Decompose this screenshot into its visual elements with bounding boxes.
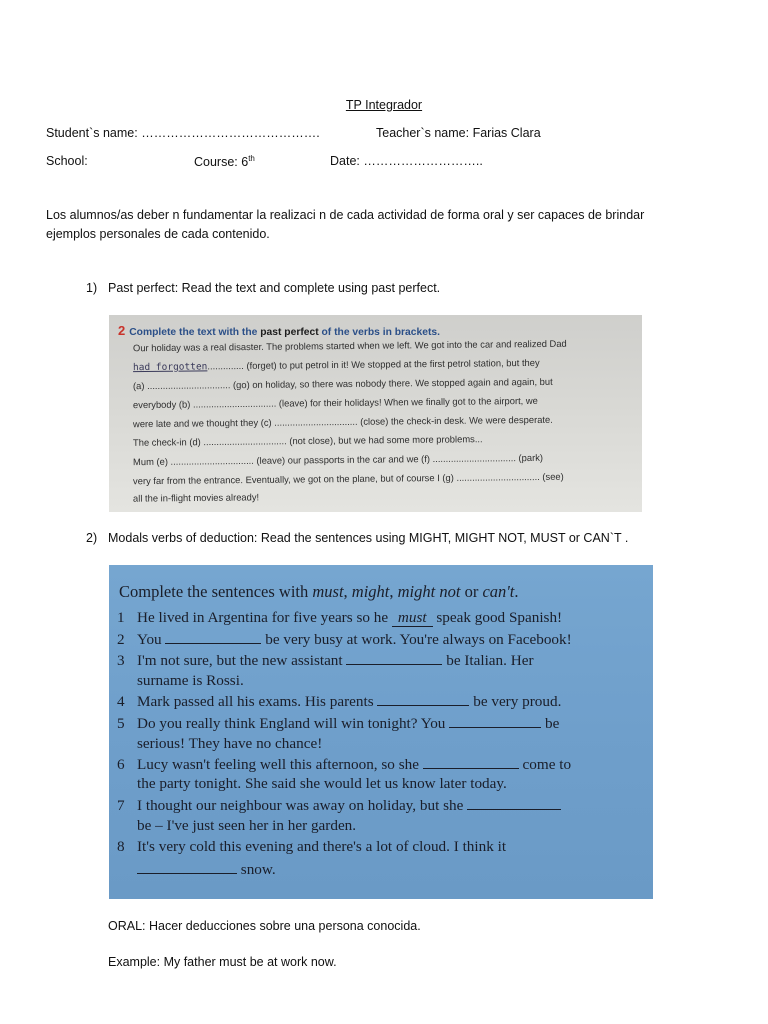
document-title: TP Integrador	[345, 98, 423, 112]
exercise-1-line: Mum (e) ................................ (leave) our passports in the car and we (f) ................................ (park)	[132, 451, 544, 468]
answer-blank	[346, 652, 442, 665]
exercise-1-line: (a) ................................ (go) on holiday, so there was nobody there. We stopped again and again, but	[132, 375, 553, 392]
answer-blank	[137, 861, 237, 874]
exercise-2-image: Complete the sentences with must, might, might not or can't. 1 He lived in Argentina for five years so he must speak good Spanish! 2 You be very busy at work. You're always on Facebook! 3 I'm not sure, but the new assistant be Italian. Her surname is Rossi. 4 Mark passed all his exams. His parents be very proud. 5 Do you really think England will win tonight? You be serious! They have no chance! 6 Lucy wasn't feeling well this afternoon, so she come to the party tonight. She said she would let us know later today. 7 I thought our neighbour was away on holiday, but she be – I've just seen her in her garden. 8 It's very cold this evening and there's a lot of cloud. I think it snow.	[109, 565, 653, 899]
exercise-1-line: all the in-flight movies already!	[132, 491, 260, 504]
exercise-1-line: The check-in (d) ................................ (not close), but we had some more problems...	[132, 433, 483, 448]
exercise-1-heading: 2 Complete the text with the past perfect of the verbs in brackets.	[118, 323, 440, 338]
answer-blank	[423, 756, 519, 769]
exercise-2-heading: Complete the sentences with must, might, might not or can't.	[119, 582, 519, 601]
course-label: Course: 6th	[194, 154, 255, 170]
exercise-1-line: had forgotten.............. (forget) to put petrol in it! We stopped at the first petrol station, but they	[132, 356, 540, 374]
exercise-1-line: Our holiday was a real disaster. The problems started when we left. We got into the car and realized Dad	[132, 337, 567, 354]
exercise-1-line: were late and we thought they (c) ................................ (close) the check-in desk. We were desperate.	[132, 413, 553, 430]
exercise-1-line: very far from the entrance. Eventually, we got on the plane, but of course I (g) ................................ (see)	[132, 470, 564, 487]
answer-blank	[377, 693, 469, 706]
intro-line-2: ejemplos personales de cada contenido.	[46, 227, 270, 241]
section-1-heading: 1) Past perfect: Read the text and complete using past perfect.	[86, 281, 441, 295]
teacher-name: Teacher`s name: Farias Clara	[376, 126, 541, 140]
answer-blank	[449, 715, 541, 728]
example-text: Example: My father must be at work now.	[108, 955, 337, 969]
student-name-label: Student`s name: …………………………………….	[46, 126, 320, 140]
student-name-field: …………………………………….	[141, 126, 320, 140]
exercise-1-image	[109, 315, 642, 512]
handwritten-answer: had forgotten	[132, 361, 208, 374]
section-2-heading: 2) Modals verbs of deduction: Read the sentences using MIGHT, MIGHT NOT, MUST or CAN`T .	[86, 531, 629, 545]
oral-instruction: ORAL: Hacer deducciones sobre una persona conocida.	[108, 919, 421, 933]
date-label: Date: ………………………..	[330, 154, 483, 168]
answer-blank	[165, 631, 261, 644]
intro-line-1: Los alumnos/as deber n fundamentar la realizaci n de cada actividad de forma oral y ser capaces de brindar	[46, 208, 645, 222]
exercise-1-line: everybody (b) ................................ (leave) for their holidays! When we finally got to the airport, we	[132, 394, 538, 411]
handwritten-answer: must	[397, 609, 427, 626]
answer-blank	[467, 797, 561, 810]
school-label: School:	[46, 154, 88, 168]
